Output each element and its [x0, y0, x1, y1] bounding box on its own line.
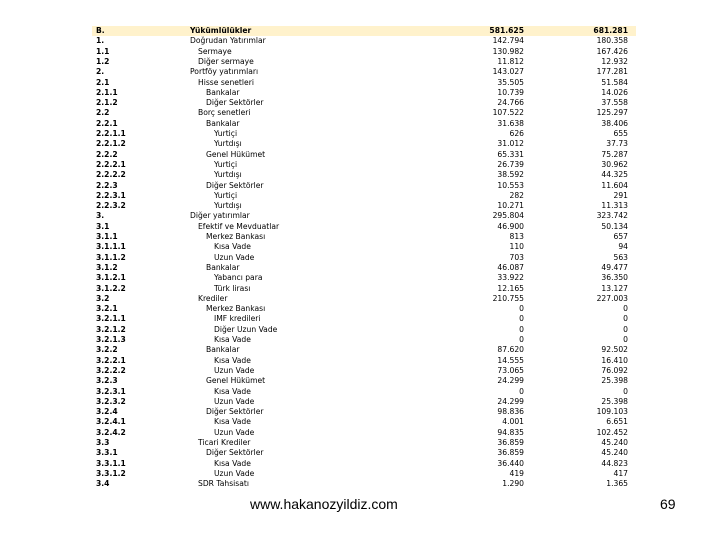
row-code: 3.2.2 — [96, 345, 118, 355]
table-row — [92, 325, 636, 335]
row-code: 3.2.1 — [96, 304, 118, 314]
table-row — [92, 108, 636, 118]
row-value-1: 4.001 — [502, 417, 524, 427]
row-label: Yurtdışı — [214, 139, 242, 149]
header-value-2: 681.281 — [593, 26, 628, 35]
row-code: 2.1 — [96, 77, 110, 87]
row-value-1: 142.794 — [492, 36, 524, 46]
row-label: Genel Hükümet — [206, 149, 266, 159]
table-row — [92, 459, 636, 469]
row-value-2: 657 — [613, 232, 628, 241]
liabilities-table — [92, 26, 636, 489]
row-value-2: 177.281 — [596, 67, 628, 77]
row-value-2: 0 — [623, 314, 628, 324]
row-label: Bankalar — [206, 345, 240, 355]
row-code: 3.1.1.2 — [96, 252, 126, 262]
row-code: 2.2.1.2 — [96, 139, 126, 149]
row-value-1: 295.804 — [492, 211, 524, 221]
row-value-2: 323.742 — [596, 211, 628, 221]
row-label: Türk lirası — [214, 283, 251, 293]
table-row — [92, 366, 636, 376]
table-row — [92, 119, 636, 129]
table-row — [92, 181, 636, 191]
row-code: 3.2.4.1 — [96, 417, 126, 427]
row-label: Yurtdışı — [214, 201, 242, 211]
row-value-2: 655 — [613, 129, 628, 138]
row-value-1: 419 — [509, 468, 524, 478]
table-row — [92, 78, 636, 88]
row-value-2: 102.452 — [596, 427, 628, 437]
row-code: 3.1.2.2 — [96, 283, 126, 293]
row-value-2: 227.003 — [596, 293, 628, 303]
row-value-2: 25.398 — [601, 396, 628, 406]
table-row — [92, 448, 636, 458]
row-value-1: 65.331 — [497, 149, 524, 159]
row-code: 3.1.1.1 — [96, 242, 126, 252]
row-code: 3.2.3.1 — [96, 386, 126, 396]
row-label: Ticari Krediler — [198, 438, 251, 447]
row-label: Bankalar — [206, 118, 240, 128]
row-label: Hisse senetleri — [198, 77, 254, 87]
row-label: Diğer Sektörler — [206, 448, 264, 458]
table-row — [92, 57, 636, 67]
row-value-1: 143.027 — [492, 67, 524, 77]
table-row — [92, 387, 636, 397]
row-code: 3.3 — [96, 438, 110, 447]
row-label: Yurtiçi — [214, 159, 238, 169]
row-value-2: 75.287 — [601, 149, 628, 159]
footer-url: www.hakanozyildiz.com — [250, 496, 398, 512]
row-label: IMF kredileri — [214, 314, 261, 324]
row-value-2: 6.651 — [606, 417, 628, 427]
row-value-2: 50.134 — [601, 221, 628, 231]
row-value-2: 125.297 — [596, 108, 628, 118]
row-value-1: 24.299 — [497, 376, 524, 386]
row-code: 2.2.2.1 — [96, 159, 126, 169]
row-code: 2.2.3.1 — [96, 190, 126, 200]
row-value-2: 291 — [613, 190, 628, 200]
table-row — [92, 211, 636, 221]
row-label: Doğrudan Yatırımlar — [190, 36, 266, 46]
row-label: Portföy yatırımları — [190, 67, 259, 77]
row-label: Bankalar — [206, 87, 240, 97]
row-value-1: 11.812 — [497, 56, 524, 66]
table-row — [92, 47, 636, 57]
row-code: 3.3.1.2 — [96, 468, 126, 478]
row-value-1: 703 — [509, 252, 524, 262]
table-row — [92, 273, 636, 283]
header-label: Yükümlülükler — [190, 26, 252, 35]
row-label: Kısa Vade — [214, 335, 251, 344]
row-value-1: 36.859 — [497, 438, 524, 447]
row-code: 2.1.1 — [96, 87, 118, 97]
table-row — [92, 438, 636, 448]
table-header — [92, 26, 636, 36]
row-value-1: 0 — [519, 314, 524, 324]
table-row — [92, 479, 636, 489]
table-row — [92, 150, 636, 160]
row-value-1: 35.505 — [497, 77, 524, 87]
row-label: Diğer Uzun Vade — [214, 324, 278, 334]
table-row — [92, 36, 636, 46]
table-row — [92, 335, 636, 345]
row-code: 3.1.2.1 — [96, 273, 126, 283]
row-code: 2.2.2.2 — [96, 170, 126, 180]
row-value-1: 12.165 — [497, 283, 524, 293]
row-code: 3.1.1 — [96, 232, 118, 241]
row-value-1: 24.299 — [497, 396, 524, 406]
row-value-2: 51.584 — [601, 77, 628, 87]
row-value-2: 25.398 — [601, 376, 628, 386]
row-label: Yurtiçi — [214, 190, 238, 200]
table-row — [92, 356, 636, 366]
table-row — [92, 294, 636, 304]
row-value-2: 37.558 — [601, 98, 628, 108]
row-code: 1. — [96, 36, 105, 46]
row-label: Kısa Vade — [214, 355, 251, 365]
row-code: 3.2.3 — [96, 376, 118, 386]
row-value-2: 38.406 — [601, 118, 628, 128]
table-row — [92, 253, 636, 263]
row-value-1: 210.755 — [492, 293, 524, 303]
row-label: Yurtdışı — [214, 170, 242, 180]
row-value-1: 26.739 — [497, 159, 524, 169]
row-code: 3.2.4 — [96, 407, 118, 417]
table-row — [92, 407, 636, 417]
table-row — [92, 232, 636, 242]
row-value-2: 0 — [623, 324, 628, 334]
row-label: Efektif ve Mevduatlar — [198, 221, 280, 231]
row-value-1: 94.835 — [497, 427, 524, 437]
row-code: 3.4 — [96, 479, 110, 489]
row-value-2: 0 — [623, 304, 628, 314]
row-value-1: 33.922 — [497, 273, 524, 283]
row-value-2: 16.410 — [601, 355, 628, 365]
row-value-1: 0 — [519, 335, 524, 344]
row-label: Uzun Vade — [214, 365, 255, 375]
row-value-1: 46.087 — [497, 262, 524, 272]
row-code: 2.2.3.2 — [96, 201, 126, 211]
row-code: 3.2.2.2 — [96, 365, 126, 375]
table-row — [92, 284, 636, 294]
row-value-1: 14.555 — [497, 355, 524, 365]
row-value-2: 13.127 — [601, 283, 628, 293]
row-label: Bankalar — [206, 262, 240, 272]
row-code: 2.2 — [96, 108, 110, 118]
row-value-1: 10.739 — [497, 87, 524, 97]
row-value-1: 813 — [509, 232, 524, 241]
row-code: 3.1 — [96, 221, 110, 231]
table-row — [92, 314, 636, 324]
table-row — [92, 263, 636, 273]
row-label: Kısa Vade — [214, 417, 251, 427]
table-row — [92, 201, 636, 211]
row-label: Kısa Vade — [214, 242, 251, 252]
row-value-1: 73.065 — [497, 365, 524, 375]
row-label: Sermaye — [198, 46, 232, 56]
row-code: 2.2.2 — [96, 149, 118, 159]
row-value-1: 0 — [519, 324, 524, 334]
row-label: Borç senetleri — [198, 108, 251, 118]
row-value-2: 44.823 — [601, 458, 628, 468]
row-value-2: 109.103 — [596, 407, 628, 417]
row-label: Kısa Vade — [214, 458, 251, 468]
row-value-1: 10.553 — [497, 180, 524, 190]
row-label: Uzun Vade — [214, 427, 255, 437]
row-value-1: 130.982 — [492, 46, 524, 56]
row-label: Uzun Vade — [214, 468, 255, 478]
row-value-1: 626 — [509, 129, 524, 138]
row-value-1: 46.900 — [497, 221, 524, 231]
row-code: 2.2.3 — [96, 180, 118, 190]
row-value-1: 0 — [519, 304, 524, 314]
table-row — [92, 88, 636, 98]
row-code: 3.3.1.1 — [96, 458, 126, 468]
table-row — [92, 222, 636, 232]
row-value-1: 87.620 — [497, 345, 524, 355]
row-code: 3.2.2.1 — [96, 355, 126, 365]
row-value-1: 31.012 — [497, 139, 524, 149]
row-value-1: 110 — [509, 242, 524, 252]
row-value-1: 282 — [509, 190, 524, 200]
row-value-1: 36.859 — [497, 448, 524, 458]
row-code: 3. — [96, 211, 105, 221]
row-label: Merkez Bankası — [206, 232, 266, 241]
row-value-1: 38.592 — [497, 170, 524, 180]
row-label: Krediler — [198, 293, 228, 303]
row-value-1: 1.290 — [502, 479, 524, 489]
row-label: Diğer Sektörler — [206, 180, 264, 190]
row-value-1: 36.440 — [497, 458, 524, 468]
row-value-1: 107.522 — [492, 108, 524, 118]
row-value-2: 180.358 — [596, 36, 628, 46]
row-label: Yurtiçi — [214, 129, 238, 138]
row-value-2: 563 — [613, 252, 628, 262]
row-value-2: 30.962 — [601, 159, 628, 169]
table-row — [92, 160, 636, 170]
header-value-1: 581.625 — [489, 26, 524, 35]
row-code: 3.2.1.2 — [96, 324, 126, 334]
row-label: Uzun Vade — [214, 396, 255, 406]
row-code: 2.2.1.1 — [96, 129, 126, 138]
table-row — [92, 428, 636, 438]
row-value-2: 94 — [618, 242, 628, 252]
table-row — [92, 242, 636, 252]
row-value-2: 0 — [623, 335, 628, 344]
row-value-2: 44.325 — [601, 170, 628, 180]
row-value-1: 10.271 — [497, 201, 524, 211]
row-code: 3.2 — [96, 293, 110, 303]
row-value-2: 167.426 — [596, 46, 628, 56]
table-row — [92, 191, 636, 201]
row-code: 3.2.4.2 — [96, 427, 126, 437]
row-label: Diğer sermaye — [198, 56, 254, 66]
row-value-2: 12.932 — [601, 56, 628, 66]
row-label: Uzun Vade — [214, 252, 255, 262]
table-row — [92, 345, 636, 355]
row-label: Diğer Sektörler — [206, 98, 264, 108]
row-value-2: 0 — [623, 386, 628, 396]
row-label: Kısa Vade — [214, 386, 251, 396]
row-value-2: 49.477 — [601, 262, 628, 272]
row-value-1: 31.638 — [497, 118, 524, 128]
row-value-2: 11.604 — [601, 180, 628, 190]
row-value-2: 14.026 — [601, 87, 628, 97]
row-value-2: 11.313 — [601, 201, 628, 211]
row-value-1: 24.766 — [497, 98, 524, 108]
header-code: B. — [96, 26, 105, 35]
table-row — [92, 417, 636, 427]
row-code: 3.3.1 — [96, 448, 118, 458]
row-code: 3.2.1.1 — [96, 314, 126, 324]
row-value-2: 417 — [613, 468, 628, 478]
row-value-2: 36.350 — [601, 273, 628, 283]
row-label: Diğer yatırımlar — [190, 211, 250, 221]
row-code: 3.1.2 — [96, 262, 118, 272]
table-row — [92, 98, 636, 108]
row-code: 2.1.2 — [96, 98, 118, 108]
row-code: 2.2.1 — [96, 118, 118, 128]
table-row — [92, 397, 636, 407]
table-row — [92, 469, 636, 479]
row-label: Diğer Sektörler — [206, 407, 264, 417]
row-code: 3.2.3.2 — [96, 396, 126, 406]
row-label: SDR Tahsisatı — [198, 479, 249, 489]
table-row — [92, 129, 636, 139]
row-value-2: 76.092 — [601, 365, 628, 375]
row-label: Merkez Bankası — [206, 304, 266, 314]
row-label: Genel Hükümet — [206, 376, 266, 386]
row-label: Yabancı para — [214, 273, 263, 283]
page-number: 69 — [660, 496, 676, 512]
row-value-2: 45.240 — [601, 448, 628, 458]
row-value-1: 0 — [519, 386, 524, 396]
row-code: 3.2.1.3 — [96, 335, 126, 344]
row-value-2: 45.240 — [601, 438, 628, 447]
table-row — [92, 376, 636, 386]
table-row — [92, 139, 636, 149]
row-value-2: 1.365 — [606, 479, 628, 489]
row-value-2: 92.502 — [601, 345, 628, 355]
row-value-2: 37.73 — [606, 139, 628, 149]
row-code: 1.2 — [96, 56, 110, 66]
table-row — [92, 304, 636, 314]
row-code: 2. — [96, 67, 105, 77]
table-row — [92, 170, 636, 180]
row-value-1: 98.836 — [497, 407, 524, 417]
row-code: 1.1 — [96, 46, 110, 56]
table-row — [92, 67, 636, 77]
